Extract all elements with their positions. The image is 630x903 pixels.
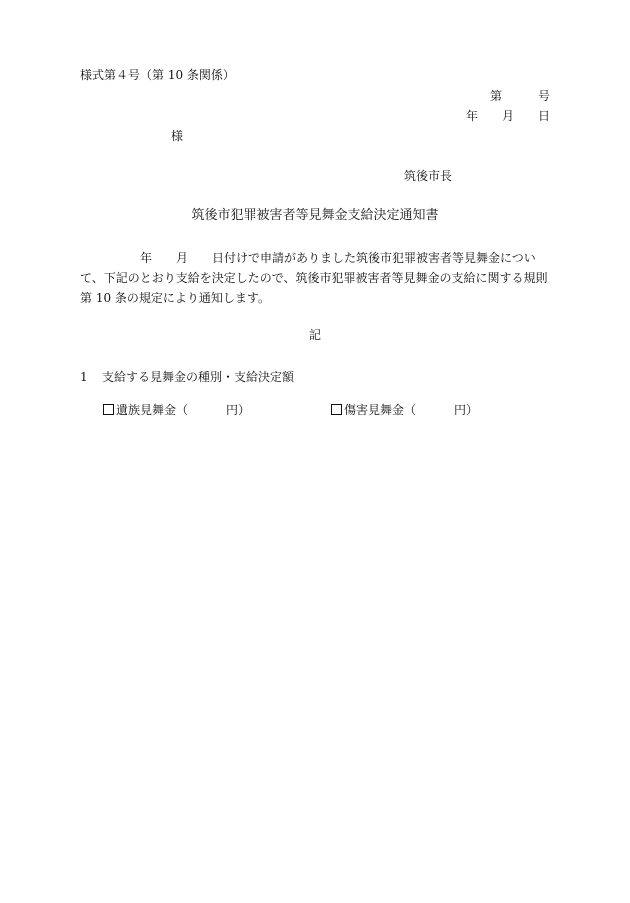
bereaved-payment-unit: 円）	[226, 403, 251, 417]
body-paragraph: 年 月 日付けで申請がありました筑後市犯罪被害者等見舞金について、下記のとおり支給を決定したので、筑後市犯罪被害者等見舞金の支給に関する規則第 10 条の規定により通知します。	[80, 251, 548, 305]
option-injury-payment	[331, 403, 478, 417]
issuer-name: 筑後市長	[403, 169, 452, 183]
bereaved-payment-checkbox[interactable]	[103, 404, 114, 415]
addressee-suffix: 様	[171, 129, 184, 143]
bereaved-payment-label: 遺族見舞金（	[116, 403, 189, 417]
section-1-heading	[80, 370, 294, 384]
ki-heading: 記	[308, 328, 321, 342]
date-line: 年 月 日	[465, 109, 550, 123]
option-bereaved-payment	[103, 403, 250, 417]
document-title: 筑後市犯罪被害者等見舞金支給決定通知書	[191, 208, 439, 223]
form-number: 様式第４号（第 10 条関係）	[80, 68, 235, 82]
injury-payment-unit: 円）	[454, 403, 479, 417]
injury-payment-checkbox[interactable]	[331, 404, 342, 415]
section-1-number: 1	[80, 370, 88, 384]
section-1-text: 支給する見舞金の種別・支給決定額	[102, 370, 295, 384]
injury-payment-label: 傷害見舞金（	[344, 403, 417, 417]
document-number: 第 号	[489, 89, 550, 103]
